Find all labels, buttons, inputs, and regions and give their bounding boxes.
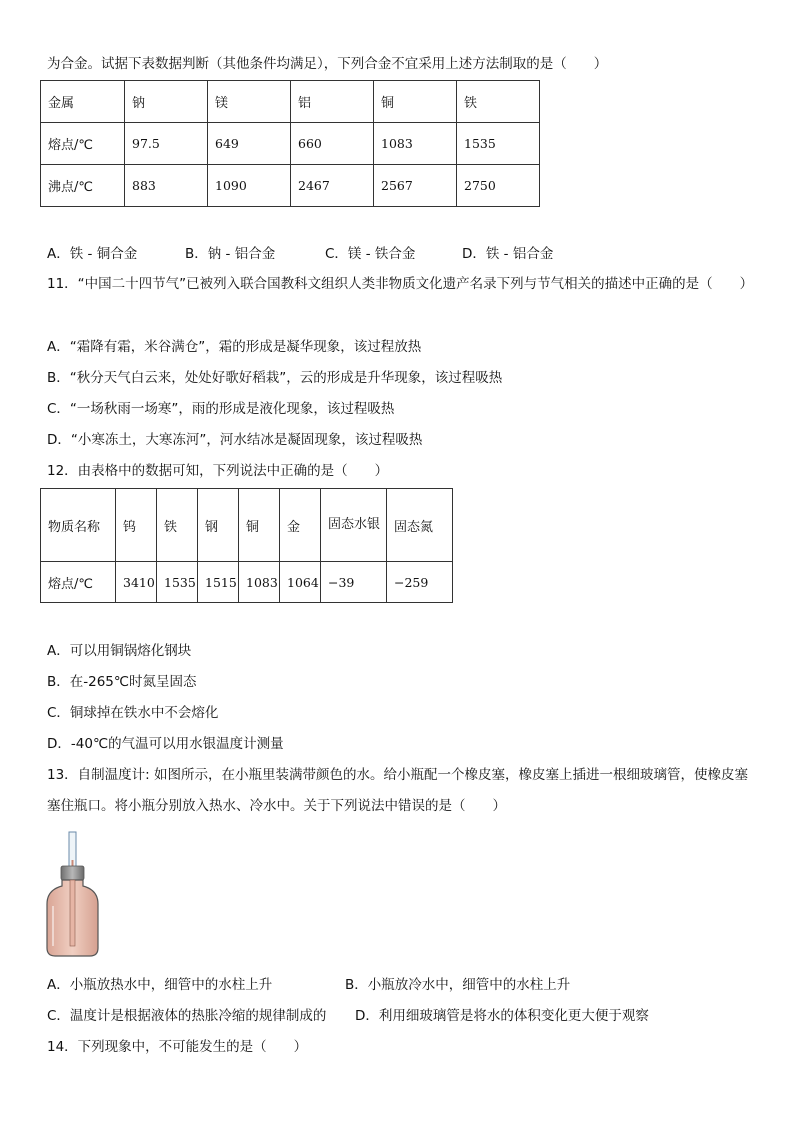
table-cell: 1535: [457, 123, 540, 165]
option-a: A．铁 - 铜合金: [47, 246, 138, 262]
table-cell: 1083: [374, 123, 457, 165]
table-cell: 物质名称: [41, 489, 116, 562]
q13-stem: 13．自制温度计: 如图所示，在小瓶里装满带颜色的水。给小瓶配一个橡皮塞，橡皮塞上插进一根细玻璃管，使橡皮塞塞住瓶口。将小瓶分别放入热水、冷水中。关于下列说法中错误的是（ ）: [47, 767, 749, 814]
table-row: [41, 562, 453, 603]
q12-stem: 12．由表格中的数据可知，下列说法中正确的是（ ）: [47, 463, 389, 479]
table-cell: 97.5: [125, 123, 208, 165]
q11-option-b: B．“秋分天气白云来，处处好歌好稻栽”，云的形成是升华现象，该过程吸热: [47, 370, 503, 386]
q10-options: [47, 244, 553, 264]
table-cell: 镁: [208, 81, 291, 123]
q14-stem: 14．下列现象中，不可能发生的是（ ）: [47, 1039, 308, 1055]
question-intro: 为合金。试据下表数据判断（其他条件均满足），下列合金不宜采用上述方法制取的是（ ）: [47, 56, 608, 72]
table-cell: 金属: [41, 81, 125, 123]
q12-option-a: A．可以用铜锅熔化钢块: [47, 643, 192, 659]
table-cell: 2467: [291, 165, 374, 207]
table-cell: 铝: [291, 81, 374, 123]
table-cell: 1083: [239, 562, 280, 603]
q12-option-b: B．在-265℃时氮呈固态: [47, 674, 197, 690]
table-cell: 649: [208, 123, 291, 165]
table-cell: 金: [280, 489, 321, 562]
table-cell: 2567: [374, 165, 457, 207]
table-cell: 883: [125, 165, 208, 207]
table-row: [41, 165, 540, 207]
table-cell: 沸点/℃: [41, 165, 125, 207]
thermometer-bottle-figure: [40, 830, 110, 962]
q12-option-c: C．铜球掉在铁水中不会熔化: [47, 705, 219, 721]
table-cell: 固态氮: [387, 489, 453, 562]
q11-option-d: D．“小寒冻土，大寒冻河”，河水结冰是凝固现象，该过程吸热: [47, 432, 423, 448]
table-cell: 熔点/℃: [41, 562, 116, 603]
q12-option-d: D．-40℃的气温可以用水银温度计测量: [47, 736, 284, 752]
q11-option-a: A．“霜降有霜，米谷满仓”，霜的形成是凝华现象，该过程放热: [47, 339, 422, 355]
table-cell: 铁: [457, 81, 540, 123]
table-cell: −39: [321, 562, 387, 603]
table-cell: 1064: [280, 562, 321, 603]
q13-options-row1: [47, 975, 570, 995]
table-cell: −259: [387, 562, 453, 603]
q11-stem: 11．“中国二十四节气”已被列入联合国教科文组织人类非物质文化遗产名录下列与节气相关的描述中正确的是（ ）: [47, 276, 754, 292]
option-b: B．钠 - 铝合金: [185, 246, 276, 262]
table-cell: 1515: [198, 562, 239, 603]
table-cell: 铁: [157, 489, 198, 562]
melting-point-table: [40, 488, 453, 603]
option-b: B．小瓶放冷水中，细管中的水柱上升: [345, 977, 571, 993]
table-cell: 铜: [239, 489, 280, 562]
table-cell: 660: [291, 123, 374, 165]
option-c: C．温度计是根据液体的热胀冷缩的规律制成的: [47, 1008, 327, 1024]
table-cell: 钢: [198, 489, 239, 562]
q13-options-row2: [47, 1006, 649, 1026]
option-c: C．镁 - 铁合金: [325, 246, 416, 262]
option-d: D．利用细玻璃管是将水的体积变化更大便于观察: [355, 1008, 649, 1024]
table-row: [41, 81, 540, 123]
table-cell: 铜: [374, 81, 457, 123]
table-cell: 2750: [457, 165, 540, 207]
table-cell: 1535: [157, 562, 198, 603]
table-cell: 固态水银: [321, 489, 387, 562]
table-cell: 钠: [125, 81, 208, 123]
metal-properties-table: [40, 80, 540, 207]
q11-option-c: C．“一场秋雨一场寒”，雨的形成是液化现象，该过程吸热: [47, 401, 395, 417]
table-cell: 3410: [116, 562, 157, 603]
table-cell: 1090: [208, 165, 291, 207]
option-a: A．小瓶放热水中，细管中的水柱上升: [47, 977, 273, 993]
table-cell: 钨: [116, 489, 157, 562]
table-cell: 熔点/℃: [41, 123, 125, 165]
table-row: [41, 123, 540, 165]
option-d: D．铁 - 铝合金: [462, 246, 554, 262]
table-row: [41, 489, 453, 562]
